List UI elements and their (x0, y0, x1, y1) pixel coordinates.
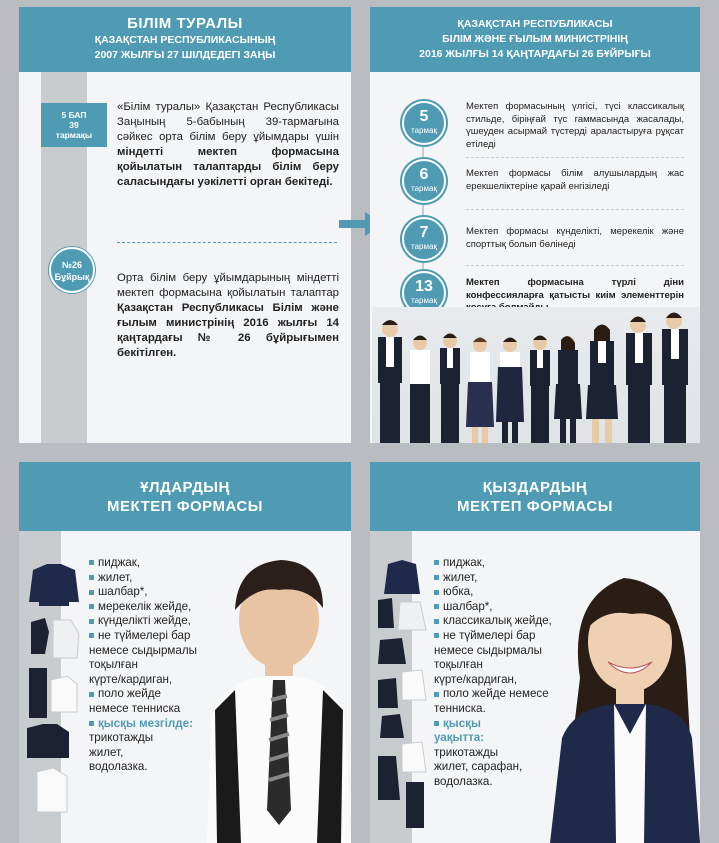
law-banner (19, 7, 351, 72)
list-item: классикалық жейде, (434, 614, 584, 629)
order-panel (370, 7, 700, 443)
list-item: пиджак, (89, 556, 259, 571)
boys-banner (19, 462, 351, 531)
list-item: жилет, (434, 571, 584, 586)
boys-title-2: МЕКТЕП ФОРМАСЫ (107, 498, 263, 515)
winter-label-continued: уақытта: (434, 731, 485, 745)
girls-title-2: МЕКТЕП ФОРМАСЫ (457, 498, 613, 515)
article-line-2: 39 (69, 120, 79, 130)
clause-text-7: Мектеп формасы күнделікті, мерекелік және спорттық болып бөлінеді (466, 226, 684, 250)
clause-number: 13 (415, 278, 433, 295)
clause-badge-5 (402, 101, 446, 145)
article-line-1: 5 БАП (61, 110, 87, 120)
clause-word: тармақ (411, 296, 437, 305)
list-item: пиджак, (434, 556, 584, 571)
list-item: юбка, (434, 585, 584, 600)
list-item-continued: күрте/кардиган, (434, 672, 518, 686)
list-item: не түймелері бар (434, 629, 584, 644)
clause-text-5: Мектеп формасының үлгісі, түсі классикалық стильде, біріңғай түс гаммасында жасалады, үшеуден асырмай түстерді араластыруға рұқсат етіледі (466, 101, 684, 150)
girls-uniform-panel (370, 462, 700, 843)
list-item: поло жейде (89, 687, 259, 702)
list-item: шалбар*, (434, 600, 584, 615)
list-item: күнделікті жейде, (89, 614, 259, 629)
clause-separator (466, 157, 684, 158)
list-item-continued: күрте/кардиган, (89, 672, 173, 686)
order-badge-number: №26 (61, 260, 83, 270)
list-item: не түймелері бар (89, 629, 259, 644)
order-banner (370, 7, 700, 72)
law-paragraph-1-bold: міндетті мектеп формасына қойылатын талаптарды білім беру саласындағы уәкілетті орган бекітеді. (117, 146, 339, 188)
boy-photo (187, 550, 351, 843)
order-badge-word: Бұйрық (54, 272, 90, 282)
students-photo (372, 307, 700, 443)
list-item-continued: тоқылған (434, 658, 483, 672)
girls-title-1: ҚЫЗДАРДЫҢ (482, 479, 588, 496)
law-paragraph-1 (117, 100, 339, 190)
list-item-continued: немесе тенниска (89, 701, 181, 715)
list-item-continued: жилет, (89, 745, 124, 759)
law-panel (19, 7, 351, 443)
order-title-1: ҚАЗАҚСТАН РЕСПУБЛИКАСЫ (457, 18, 613, 30)
list-item-continued: водолазка. (434, 774, 493, 788)
clause-number: 5 (419, 108, 429, 125)
order-title-3: 2016 ЖЫЛҒЫ 14 ҚАҢТАРДАҒЫ 26 БҰЙРЫҒЫ (419, 48, 651, 60)
list-item-continued: трикотажды (434, 745, 499, 759)
order-badge (49, 247, 95, 293)
article-box (41, 103, 107, 147)
law-paragraph-2 (117, 271, 339, 361)
clause-badge-6 (402, 159, 446, 203)
clause-separator (466, 265, 684, 266)
article-line-3: тармақы (55, 130, 93, 140)
list-item: мерекелік жейде, (89, 600, 259, 615)
boys-title-1: ҰЛДАРДЫҢ (140, 479, 230, 496)
winter-label: қысқы (434, 717, 584, 732)
girls-banner (370, 462, 700, 531)
clause-badge-7 (402, 217, 446, 261)
law-title: БІЛІМ ТУРАЛЫ (127, 15, 243, 32)
list-item-continued: немесе сыдырмалы (434, 643, 542, 657)
boys-clothes-illustration (23, 562, 85, 822)
clause-text-13: Мектеп формасына түрлі діни конфессияларға қатысты киім элементтерін (466, 277, 684, 301)
list-item-continued: тенниска. (434, 701, 486, 715)
clause-word: тармақ (411, 242, 437, 251)
list-item: жилет, (89, 571, 259, 586)
clause-separator (466, 209, 684, 210)
clause-text-6: Мектеп формасы білім алушылардың жас ерекшеліктеріне қарай енгізіледі (466, 168, 684, 192)
boys-uniform-panel (19, 462, 351, 843)
clause-word: тармақ (411, 126, 437, 135)
law-paragraph-1-normal: «Білім туралы» Қазақстан Республикасы Заңының 5-бабының 39-тармағына сәйкес орта білім беру ұйымдары үшін (117, 101, 339, 143)
winter-label: қысқы мезгілде: (89, 717, 259, 732)
list-item: шалбар*, (89, 585, 259, 600)
list-item-continued: тоқылған (89, 658, 138, 672)
clause-word: тармақ (411, 184, 437, 193)
law-paragraph-2-bold: Қазақстан Республикасы Білім және ғылым министрінің 2016 жылғы 14 қаңтардағы № 26 бұйрығымен бекітілген. (117, 302, 339, 359)
law-paragraph-2-normal: Орта білім беру ұйымдарының міндетті мектеп формасына қойылатын талаптар (117, 272, 339, 299)
clause-number: 7 (419, 224, 429, 241)
order-title-2: БІЛІМ ЖӘНЕ ҒЫЛЫМ МИНИСТРІНІҢ (442, 33, 628, 45)
list-item: поло жейде немесе (434, 687, 584, 702)
list-item-continued: трикотажды (89, 731, 154, 745)
clause-number: 6 (419, 166, 429, 183)
list-item-continued: водолазка. (89, 760, 148, 774)
law-subtitle-2: 2007 ЖЫЛҒЫ 27 ШІЛДЕДЕГІ ЗАҢЫ (94, 49, 276, 61)
list-item-continued: жилет, сарафан, (434, 760, 523, 774)
divider (117, 242, 337, 243)
list-item-continued: немесе сыдырмалы (89, 643, 197, 657)
girls-clothes-illustration (372, 560, 430, 830)
law-subtitle-1: ҚАЗАҚСТАН РЕСПУБЛИКАСЫНЫҢ (94, 34, 276, 46)
girl-photo (540, 558, 700, 843)
